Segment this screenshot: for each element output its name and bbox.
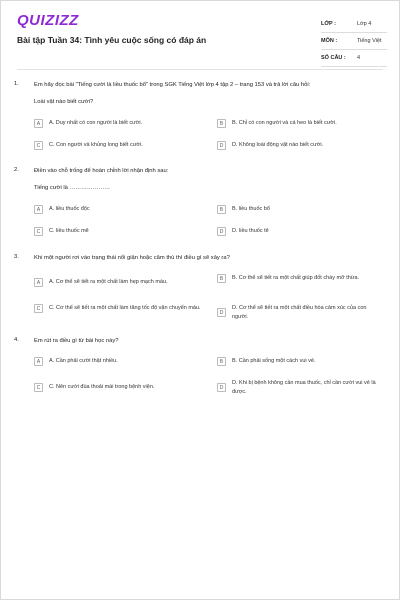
option-text: B. Cơ thể sẽ tiết ra một chất giúp đốt cháy mỡ thừa. [232, 275, 360, 282]
option-text: A. Cần phải cười thật nhiều. [49, 358, 118, 365]
option-letter-box: B [217, 274, 226, 283]
option-b[interactable] [217, 357, 382, 366]
question-number: 1. [14, 81, 19, 87]
option-text: C. liều thuốc mê [49, 228, 89, 235]
option-text: A. liều thuốc độc [49, 206, 90, 213]
option-text: D. Cơ thể sẽ tiết ra một chất điều hòa cảm xúc của con người. [232, 305, 367, 320]
page-title: Bài tập Tuần 34: Tình yêu cuộc sống có đáp án [17, 35, 207, 45]
option-b[interactable] [217, 205, 382, 214]
option-text: B. liều thuốc bổ [232, 206, 270, 213]
option-text: C. Cơ thể sẽ tiết ra một chất làm tăng tốc độ vận chuyển máu. [49, 305, 201, 312]
question-text: Khi một người rơi vào trạng thái nổi giận hoặc căm thù thì điều gì sẽ xảy ra? [34, 255, 230, 261]
option-text: A. Duy nhất có con người là biết cười. [49, 120, 143, 127]
option-d[interactable] [217, 227, 382, 236]
option-a[interactable] [34, 205, 204, 214]
quizizz-logo: QUIZIZZ [17, 12, 79, 29]
option-d[interactable] [217, 141, 382, 150]
option-text: C. Con người và khủng long biết cười. [49, 142, 143, 149]
meta-key: MÔN : [321, 38, 338, 44]
meta-value: Lớp 4 [357, 21, 372, 27]
option-letter-box: C [34, 383, 43, 392]
question-number: 3. [14, 254, 19, 260]
option-letter-box: B [217, 119, 226, 128]
option-text: D. Khi bị bệnh không cần mua thuốc, chỉ cần cười vui vẻ là được. [232, 380, 376, 395]
question-text: Điền vào chỗ trống để hoàn chỉnh lời nhận định sau: [34, 168, 169, 174]
option-letter-box: A [34, 205, 43, 214]
meta-table [321, 16, 387, 67]
option-letter-box: D [217, 308, 226, 317]
option-text: C. Nên cười đùa thoải mái trong bệnh viện. [49, 384, 155, 391]
option-c[interactable] [34, 227, 204, 236]
option-c[interactable] [34, 383, 209, 392]
meta-row-grade [321, 16, 387, 33]
option-a[interactable] [34, 278, 209, 287]
option-letter-box: D [217, 141, 226, 150]
option-letter-box: C [34, 227, 43, 236]
option-letter-box: B [217, 357, 226, 366]
meta-value: Tiếng Việt [357, 38, 382, 44]
meta-row-subject [321, 33, 387, 50]
option-b[interactable] [217, 274, 382, 283]
meta-row-count [321, 50, 387, 67]
option-text: D. liều thuốc tê [232, 228, 269, 235]
option-letter-box: D [217, 227, 226, 236]
question-text: Em hãy đọc bài "Tiếng cười là liều thuốc bổ" trong SGK Tiếng Việt lớp 4 tập 2 – trang 153 và trả lời câu hỏi: [34, 82, 311, 88]
question-subtext: Tiếng cười là ………………… [34, 185, 111, 191]
option-a[interactable] [34, 357, 209, 366]
question-text: Em rút ra điều gì từ bài học này? [34, 338, 119, 344]
option-text: B. Chỉ có con người và cá heo là biết cười. [232, 120, 337, 127]
header-divider [17, 69, 383, 70]
option-c[interactable] [34, 141, 204, 150]
meta-value: 4 [357, 55, 361, 61]
option-text: B. Cần phải sống một cách vui vẻ. [232, 358, 316, 365]
meta-key: SỐ CÂU : [321, 55, 346, 61]
option-b[interactable] [217, 119, 382, 128]
option-letter-box: A [34, 278, 43, 287]
option-a[interactable] [34, 119, 204, 128]
option-d[interactable] [217, 379, 382, 396]
option-letter-box: D [217, 383, 226, 392]
option-letter-box: B [217, 205, 226, 214]
question-subtext: Loài vật nào biết cười? [34, 99, 94, 105]
option-letter-box: A [34, 119, 43, 128]
question-number: 4. [14, 337, 19, 343]
option-letter-box: A [34, 357, 43, 366]
option-text: A. Cơ thể sẽ tiết ra một chất làm hẹp mạch máu. [49, 279, 168, 286]
option-letter-box: C [34, 141, 43, 150]
option-d[interactable] [217, 304, 382, 321]
meta-key: LỚP : [321, 21, 336, 27]
worksheet-header [1, 1, 400, 73]
question-number: 2. [14, 167, 19, 173]
option-letter-box: C [34, 304, 43, 313]
option-c[interactable] [34, 304, 209, 313]
option-text: D. Không loài động vật nào biết cười. [232, 142, 324, 149]
